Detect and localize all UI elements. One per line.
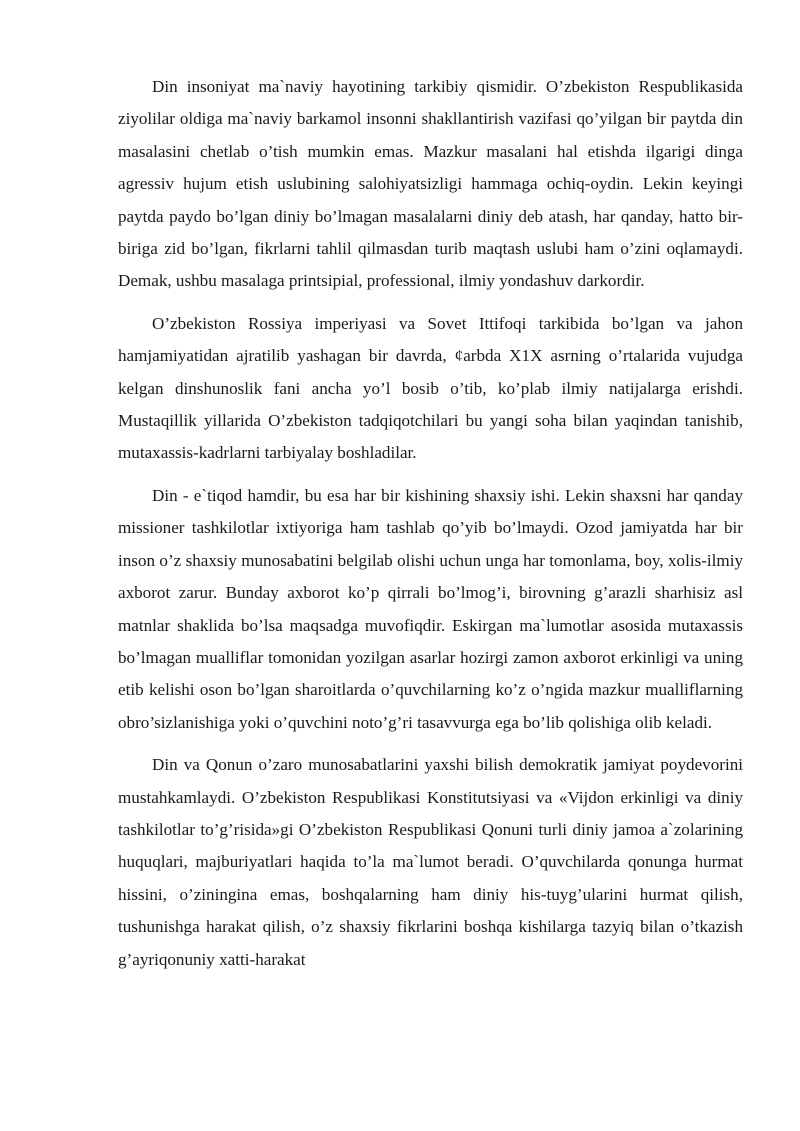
body-text <box>118 71 743 986</box>
paragraph-3: Din - e`tiqod hamdir, bu esa har bir kishining shaxsiy ishi. Lekin shaxsni har qanday missioner tashkilotlar ixtiyoriga ham tashlab qo’yib bo’lmaydi. Ozod jamiyatda har bir inson o’z shaxsiy munosabatini belgilab olishi uchun unga har tomonlama, boy, xolis-ilmiy axborot zarur. Bunday axborot ko’p qirrali bo’lmog’i, birovning g’arazli sharhisiz asl matnlar shaklida bo’lsa maqsadga muvofiqdir. Eskirgan ma`lumotlar asosida mutaxassis bo’lmagan mualliflar tomonidan yozilgan asarlar hozirgi zamon axborot erkinligi va uning etib kelishi oson bo’lgan sharoitlarda o’quvchilarning ko’z o’ngida mazkur mualliflarning obro’sizlanishiga yoki o’quvchini noto’g’ri tasavvurga ega bo’lib qolishiga olib keladi. <box>118 485 743 732</box>
paragraph-4: Din va Qonun o’zaro munosabatlarini yaxshi bilish demokratik jamiyat poydevorini mustahkamlaydi. O’zbekiston Respublikasi Konstitutsiyasi va «Vijdon erkinligi va diniy tashkilotlar to’g’risida»gi O’zbekiston Respublikasi Qonuni turli diniy jamoa a`zolarining huquqlari, majburiyatlari haqida to’la ma`lumot beradi. O’quvchilarda qonunga hurmat hissini, o’ziningina emas, boshqalarning ham diniy his-tuyg’ularini hurmat qilish, tushunishga harakat qilish, o’z shaxsiy fikrlarini boshqa kishilarga tazyiq bilan o’tkazish g’ayriqonuniy xatti-harakat <box>118 755 743 969</box>
paragraph-1: Din insoniyat ma`naviy hayotining tarkibiy qismidir. O’zbekiston Respublikasida ziyolilar oldiga ma`naviy barkamol insonni shakllantirish vazifasi qo’yilgan bir paytda din masalasini chetlab o’tish mumkin emas. Mazkur masalani hal etishda ilgarigi dinga agressiv hujum etish uslubining salohiyatsizligi hammaga ochiq-oydin. Lekin keyingi paytda paydo bo’lgan diniy bo’lmagan masalalarni diniy deb atash, har qanday, hatto bir-biriga zid bo’lgan, fikrlarni tahlil qilmasdan turib maqtash uslubi ham o’zini oqlamaydi. Demak, ushbu masalaga printsipial, professional, ilmiy yondashuv darkordir. <box>118 77 743 291</box>
paragraph-2: O’zbekiston Rossiya imperiyasi va Sovet Ittifoqi tarkibida bo’lgan va jahon hamjamiyatidan ajratilib yashagan bir davrda, ¢arbda X1X asrning o’rtalarida vujudga kelgan dinshunoslik fani ancha yo’l bosib o’tib, ko’plab ilmiy natijalarga erishdi. Mustaqillik yillarida O’zbekiston tadqiqotchilari bu yangi soha bilan yaqindan tanishib, mutaxassis-kadrlarni tarbiyalay boshladilar. <box>118 313 743 463</box>
